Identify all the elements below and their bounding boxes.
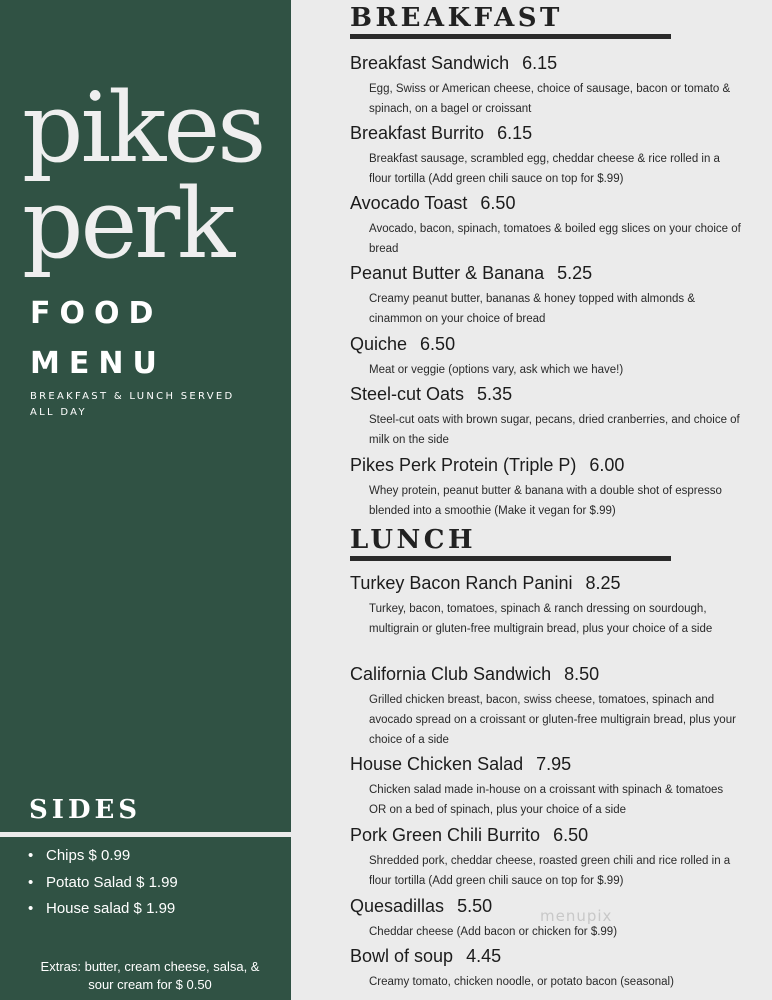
- item-description: Chicken salad made in-house on a croissant with spinach & tomatoes OR on a bed of spinach, plus your choice of a side: [369, 784, 724, 816]
- item-price: 4.45: [466, 946, 502, 966]
- item-name: Pork Green Chili Burrito: [350, 825, 541, 845]
- item-description: Creamy peanut butter, bananas & honey topped with almonds & cinammon on your choice of bread: [369, 293, 696, 325]
- item-price: 6.15: [497, 123, 533, 143]
- item-price: 6.50: [480, 193, 516, 213]
- sides-divider: [0, 832, 291, 837]
- item-description: Breakfast sausage, scrambled egg, cheddar cheese & rice rolled in a flour tortilla (Add green chili sauce on top for $.99): [369, 153, 720, 185]
- menu-item-california-club-sandwich: [350, 663, 750, 750]
- item-price: 5.25: [557, 263, 593, 283]
- item-description: Whey protein, peanut butter & banana with a double shot of espresso blended into a smoothie (Make it vegan for $.99): [369, 485, 722, 517]
- item-name: Steel-cut Oats: [350, 384, 465, 404]
- item-name: Breakfast Sandwich: [350, 53, 510, 73]
- item-name: Quiche: [350, 334, 408, 354]
- food-heading: FOOD: [30, 296, 163, 331]
- item-price: 6.15: [522, 53, 558, 73]
- item-description: Shredded pork, cheddar cheese, roasted green chili and rice rolled in a flour tortilla (Add green chili sauce on top for $.99): [369, 855, 731, 887]
- item-description: Avocado, bacon, spinach, tomatoes & boiled egg slices on your choice of bread: [369, 223, 741, 255]
- sides-title: SIDES: [29, 795, 142, 825]
- watermark: menupix: [540, 907, 613, 925]
- item-description: Cheddar cheese (Add bacon or chicken for $.99): [369, 926, 618, 938]
- extras-note: Extras: butter, cream cheese, salsa, & sour cream for $ 0.50: [40, 959, 260, 992]
- item-price: 6.50: [553, 825, 589, 845]
- item-description: Steel-cut oats with brown sugar, pecans, dried cranberries, and choice of milk on the side: [369, 414, 740, 446]
- side-item: • Potato Salad $ 1.99: [28, 873, 178, 900]
- menu-item-avocado-toast: [350, 192, 750, 259]
- item-description: Egg, Swiss or American cheese, choice of sausage, bacon or tomato & spinach, on a bagel or croissant: [369, 83, 731, 115]
- item-name: Quesadillas: [350, 896, 445, 916]
- menu-item-breakfast-sandwich: [350, 52, 750, 119]
- menu-item-breakfast-burrito: [350, 122, 750, 189]
- menu-item-steel-cut-oats: [350, 383, 750, 450]
- item-name: Turkey Bacon Ranch Panini: [350, 573, 573, 593]
- item-price: 8.50: [564, 664, 600, 684]
- item-price: 7.95: [536, 754, 572, 774]
- brand-name-line-2: perk: [22, 168, 233, 280]
- item-description: Turkey, bacon, tomatoes, spinach & ranch dressing on sourdough, multigrain or gluten-free multigrain bread, plus your choice of a side: [369, 603, 713, 635]
- item-name: House Chicken Salad: [350, 754, 524, 774]
- item-name: Peanut Butter & Banana: [350, 263, 545, 283]
- item-price: 6.00: [589, 455, 625, 475]
- menu-item-house-chicken-salad: [350, 753, 750, 820]
- menu-item-pikes-perk-protein: [350, 454, 750, 521]
- menu-item-pork-green-chili-burrito: [350, 824, 750, 891]
- item-description: Meat or veggie (options vary, ask which we have!): [369, 364, 624, 376]
- menu-item-peanut-butter-banana: [350, 262, 750, 329]
- item-name: Breakfast Burrito: [350, 123, 485, 143]
- lunch-section-title: LUNCH: [350, 525, 477, 555]
- item-price: 5.35: [477, 384, 513, 404]
- item-name: Pikes Perk Protein (Triple P): [350, 455, 577, 475]
- menu-item-turkey-bacon-ranch-panini: [350, 572, 750, 639]
- item-price: 8.25: [585, 573, 621, 593]
- side-item: • House salad $ 1.99: [28, 899, 178, 926]
- side-item: • Chips $ 0.99: [28, 846, 178, 873]
- menu-item-bowl-of-soup: [350, 945, 750, 992]
- menu-heading: MENU: [30, 346, 166, 381]
- menu-item-quiche: [350, 333, 750, 380]
- served-all-day-note: BREAKFAST & LUNCH SERVED ALL DAY: [30, 391, 235, 418]
- item-name: California Club Sandwich: [350, 664, 552, 684]
- menu-content: [291, 0, 772, 1000]
- item-price: 5.50: [457, 896, 493, 916]
- breakfast-section-title: BREAKFAST: [350, 3, 563, 33]
- item-price: 6.50: [420, 334, 456, 354]
- brand-name-line-1: pikes: [22, 72, 264, 184]
- breakfast-divider: [350, 34, 671, 39]
- item-name: Bowl of soup: [350, 946, 454, 966]
- item-description: Grilled chicken breast, bacon, swiss cheese, tomatoes, spinach and avocado spread on a croissant or gluten-free multigrain bread, plus your choice of a side: [369, 694, 736, 746]
- item-description: Creamy tomato, chicken noodle, or potato bacon (seasonal): [369, 976, 674, 988]
- sidebar-panel: [0, 0, 291, 1000]
- lunch-divider: [350, 556, 671, 561]
- sides-list: [28, 846, 178, 926]
- item-name: Avocado Toast: [350, 193, 468, 213]
